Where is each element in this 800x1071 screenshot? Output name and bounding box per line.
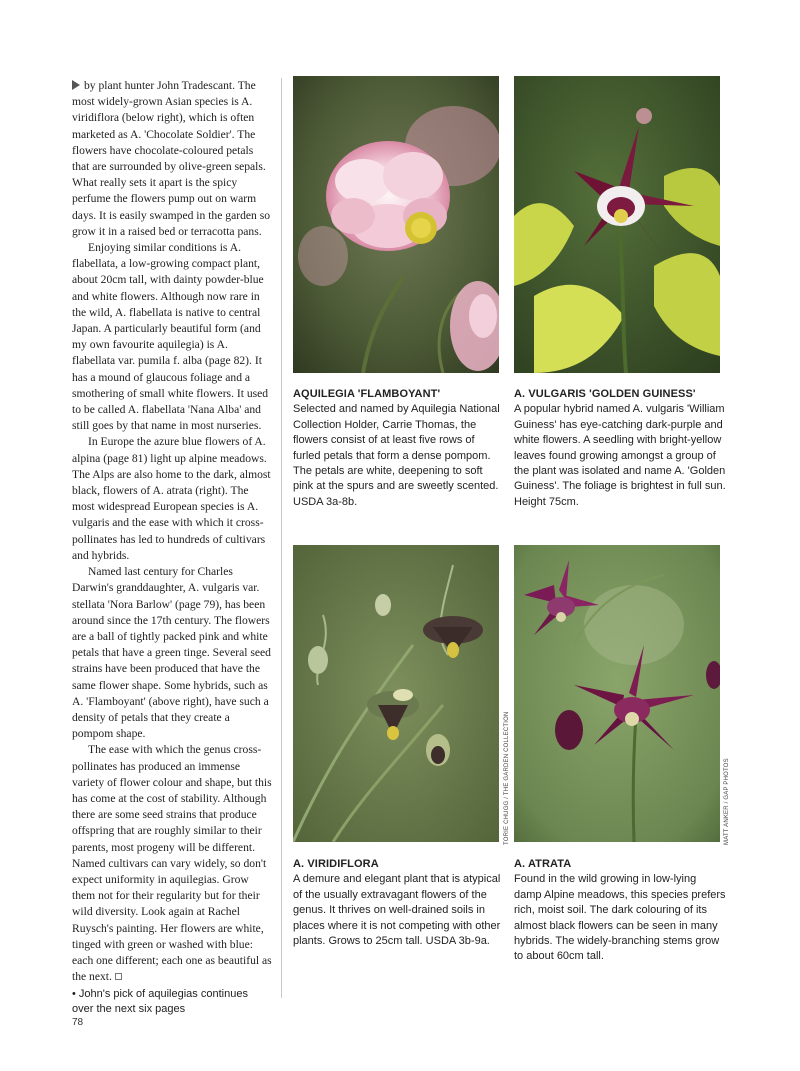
- caption-text: Selected and named by Aquilegia National Collection Holder, Carrie Thomas, the flowers consist of at least five rows of furled petals that form a dense pompom. The petals are white, deepening to soft pink at the spurs and are sweetly scented. USDA 3a-8b.: [293, 403, 500, 508]
- photo-atrata: [514, 545, 720, 842]
- caption-text: A demure and elegant plant that is atypical of the usually extravagant flowers of the genus. It thrives on well-drained soils in places where it is not competing with other plants. Grows to 25cm tall. USDA 3b-9a.: [293, 873, 501, 948]
- paragraph-2: Enjoying similar conditions is A. flabellata, a low-growing compact plant, about 20cm tall, with dainty powder-blue and white flowers. Although now rare in the wild, A. flabellata is native to central Japan. A particularly beautiful form (and my own favourite aquilegia) is A. flabellata var. pumila f. alba (page 82). It has a mound of glaucous foliage and a smothering of small white flowers. It used to be called A. flabellata 'Nana Alba' and still goes by that name in most nurseries.: [72, 241, 269, 433]
- paragraph-4: Named last century for Charles Darwin's granddaughter, A. vulgaris var. stellata 'Nora Barlow' (page 79), has been around since the 17th century. The flowers are a ball of tightly packed pink and white petals that have a green tinge. Several seed strains have been produced that have the same flower shape. Some hybrids, such as A. 'Flamboyant' (above right), have such a density of petals that they create a pompom shape.: [72, 565, 271, 741]
- photo-credit-atrata: MATT ANKER / GAP PHOTOS: [724, 758, 730, 845]
- photo-viridiflora: [293, 545, 499, 842]
- caption-title: A. VIRIDIFLORA: [293, 858, 379, 870]
- caption-title: AQUILEGIA 'FLAMBOYANT': [293, 388, 441, 400]
- caption-flamboyant: [293, 387, 503, 510]
- photo-flamboyant: [293, 76, 499, 373]
- end-mark-icon: [115, 973, 122, 980]
- continued-marker-icon: [72, 80, 80, 90]
- caption-golden-guiness: [514, 387, 726, 510]
- paragraph-3: In Europe the azure blue flowers of A. alpina (page 81) light up alpine meadows. The Alps are also home to the dark, almost black, flowers of A. atrata (right). The most widespread European species is A. vulgaris and the ease with which it cross-pollinates has led to hundreds of cultivars and hybrids.: [72, 435, 271, 562]
- photo-credit-viridiflora: TORIE CHUGG / THE GARDEN COLLECTION: [504, 711, 510, 845]
- viridiflora-flower-image: [293, 545, 499, 842]
- flamboyant-flower-image: [293, 76, 499, 373]
- page-number: 78: [72, 1017, 84, 1028]
- caption-title: A. ATRATA: [514, 858, 572, 870]
- column-divider: [281, 78, 282, 998]
- caption-title: A. VULGARIS 'GOLDEN GUINESS': [514, 388, 696, 400]
- paragraph-5: The ease with which the genus cross-pollinates has produced an immense variety of flower colour and shape, but this has come at the cost of stability. Although there are some seed strains that produce offspring that are roughly similar to their parents, most progeny will be different. Named cultivars can vary widely, so don't expect uniformity in aquilegias. Grow them not for their regularity but for their wild diversity. Look again at Rachel Ruysch's painting. Her flowers are white, tinged with green or washed with blue: each one different; each one as beautiful as the next.: [72, 743, 272, 984]
- caption-viridiflora: [293, 857, 505, 949]
- paragraph-1: by plant hunter John Tradescant. The most widely-grown Asian species is A. viridiflora (below right), which is often marketed as A. 'Chocolate Soldier'. The flowers have chocolate-coloured petals that are surrounded by olive-green sepals. What really sets it apart is the spicy perfume the flowers pump out on warm days. It is easily swamped in the garden so grow it in a raised bed or terracotta pans.: [72, 79, 271, 238]
- caption-text: A popular hybrid named A. vulgaris 'William Guiness' has eye-catching dark-purple and white flowers. A seedling with bright-yellow leaves found growing amongst a group of the plant was isolated and name A. 'Golden Guiness'. The foliage is brightest in full sun. Height 75cm.: [514, 403, 726, 508]
- photo-golden-guiness: [514, 76, 720, 373]
- caption-text: Found in the wild growing in low-lying damp Alpine meadows, this species prefers rich, moist soil. The dark colouring of its almost black flowers can be seen in many hybrids. The widely-branching stems grow to about 60cm tall.: [514, 873, 726, 963]
- article-body: [72, 78, 272, 1017]
- caption-atrata: [514, 857, 726, 965]
- atrata-flower-image: [514, 545, 720, 842]
- continuation-note: • John's pick of aquilegias continues over the next six pages: [72, 988, 248, 1016]
- golden-guiness-flower-image: [514, 76, 720, 373]
